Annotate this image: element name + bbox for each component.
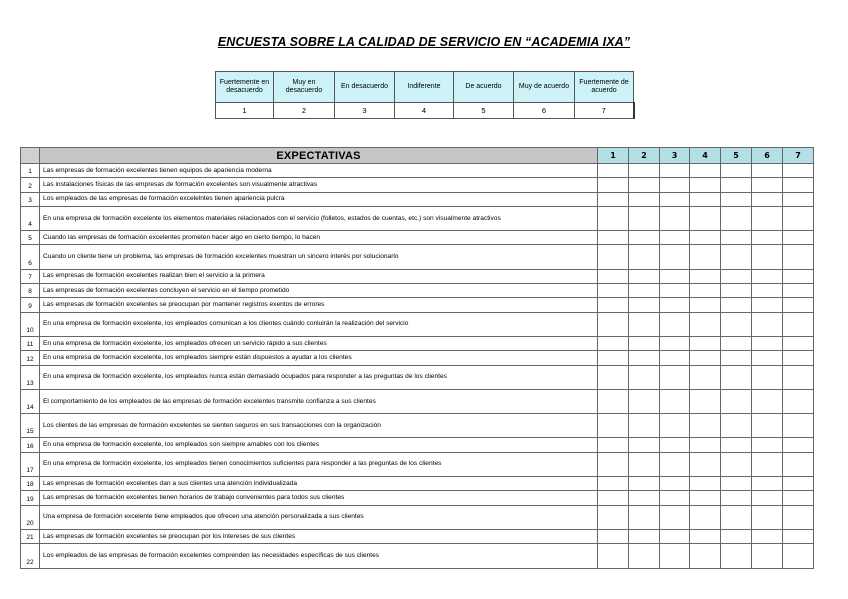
score-cell-7[interactable]	[783, 164, 814, 178]
score-cell-2[interactable]	[629, 529, 660, 543]
score-cell-2[interactable]	[629, 414, 660, 438]
score-cell-3[interactable]	[660, 178, 690, 192]
score-cell-6[interactable]	[752, 336, 783, 350]
row-number: 14	[21, 389, 40, 413]
score-cell-2[interactable]	[629, 269, 660, 283]
score-cell-3[interactable]	[660, 206, 690, 230]
score-cell-3[interactable]	[660, 351, 690, 365]
survey-title: ENCUESTA SOBRE LA CALIDAD DE SERVICIO EN “ACADEMIA IXA”	[217, 35, 631, 49]
score-cell-3[interactable]	[660, 438, 690, 452]
score-cell-5[interactable]	[721, 452, 752, 476]
score-cell-2[interactable]	[629, 178, 660, 192]
score-cell-5[interactable]	[721, 414, 752, 438]
score-cell-7[interactable]	[783, 351, 814, 365]
score-cell-3[interactable]	[660, 298, 690, 312]
table-row	[21, 245, 814, 269]
rating-scale-legend	[215, 71, 635, 119]
score-cell-4[interactable]	[690, 284, 721, 298]
legend-value: 5	[454, 103, 514, 119]
score-header-3: 3	[660, 148, 690, 164]
score-cell-7[interactable]	[783, 438, 814, 452]
table-row	[21, 336, 814, 350]
score-cell-6[interactable]	[752, 477, 783, 491]
score-cell-3[interactable]	[660, 164, 690, 178]
score-cell-6[interactable]	[752, 231, 783, 245]
score-cell-6[interactable]	[752, 312, 783, 336]
score-cell-4[interactable]	[690, 477, 721, 491]
score-cell-1[interactable]	[598, 192, 629, 206]
score-cell-6[interactable]	[752, 438, 783, 452]
score-cell-2[interactable]	[629, 389, 660, 413]
score-header-4: 4	[690, 148, 721, 164]
legend-label: En desacuerdo	[335, 72, 395, 103]
score-cell-7[interactable]	[783, 505, 814, 529]
row-number: 15	[21, 414, 40, 438]
legend-value: 7	[575, 103, 634, 119]
statement-text: En una empresa de formación excelente los elementos materiales relacionados con el servicio (folletos, estados de cuentas, etc.) son visualmente atractivos	[40, 206, 598, 230]
table-row	[21, 505, 814, 529]
score-header-6: 6	[752, 148, 783, 164]
score-cell-2[interactable]	[629, 312, 660, 336]
statement-text: En una empresa de formación excelente, los empleados nunca están demasiado ocupados para responder a las preguntas de los clientes	[40, 365, 598, 389]
statement-text: En una empresa de formación excelente, los empleados tienen conocimientos suficientes para responder a las preguntas de los clientes	[40, 452, 598, 476]
score-cell-4[interactable]	[690, 178, 721, 192]
statement-text: Cuando las empresas de formación excelentes prometen hacer algo en cierto tiempo, lo hacen	[40, 231, 598, 245]
score-cell-7[interactable]	[783, 298, 814, 312]
legend-values-row	[216, 103, 634, 119]
score-cell-4[interactable]	[690, 452, 721, 476]
score-cell-4[interactable]	[690, 164, 721, 178]
legend-label: Fuertemente de acuerdo	[575, 72, 634, 103]
score-cell-7[interactable]	[783, 192, 814, 206]
score-cell-7[interactable]	[783, 414, 814, 438]
legend-label: Indiferente	[395, 72, 454, 103]
table-row	[21, 365, 814, 389]
legend-label: Fuertemente en desacuerdo	[216, 72, 274, 103]
score-cell-6[interactable]	[752, 298, 783, 312]
score-cell-7[interactable]	[783, 312, 814, 336]
score-cell-2[interactable]	[629, 452, 660, 476]
score-cell-1[interactable]	[598, 365, 629, 389]
row-number: 7	[21, 269, 40, 283]
table-header-row	[21, 148, 814, 164]
table-row	[21, 178, 814, 192]
row-number: 9	[21, 298, 40, 312]
row-number: 12	[21, 351, 40, 365]
row-number: 22	[21, 544, 40, 568]
row-number: 3	[21, 192, 40, 206]
table-row	[21, 452, 814, 476]
score-cell-1[interactable]	[598, 178, 629, 192]
row-number: 18	[21, 477, 40, 491]
score-cell-1[interactable]	[598, 284, 629, 298]
table-row	[21, 544, 814, 568]
score-cell-5[interactable]	[721, 505, 752, 529]
score-cell-3[interactable]	[660, 529, 690, 543]
score-cell-3[interactable]	[660, 505, 690, 529]
score-cell-7[interactable]	[783, 178, 814, 192]
score-header-2: 2	[629, 148, 660, 164]
score-header-7: 7	[783, 148, 814, 164]
row-number: 11	[21, 336, 40, 350]
row-number: 19	[21, 491, 40, 505]
score-cell-4[interactable]	[690, 389, 721, 413]
score-cell-1[interactable]	[598, 231, 629, 245]
legend-value: 4	[395, 103, 454, 119]
table-row	[21, 477, 814, 491]
table-body	[21, 164, 814, 569]
table-row	[21, 192, 814, 206]
score-cell-3[interactable]	[660, 452, 690, 476]
score-cell-5[interactable]	[721, 544, 752, 568]
score-cell-7[interactable]	[783, 477, 814, 491]
row-number: 13	[21, 365, 40, 389]
score-cell-1[interactable]	[598, 298, 629, 312]
score-cell-4[interactable]	[690, 351, 721, 365]
score-cell-2[interactable]	[629, 544, 660, 568]
score-cell-6[interactable]	[752, 284, 783, 298]
score-cell-1[interactable]	[598, 477, 629, 491]
score-cell-7[interactable]	[783, 245, 814, 269]
score-cell-3[interactable]	[660, 477, 690, 491]
score-cell-7[interactable]	[783, 544, 814, 568]
score-cell-1[interactable]	[598, 269, 629, 283]
legend-labels-row	[216, 72, 634, 103]
row-number: 8	[21, 284, 40, 298]
score-cell-5[interactable]	[721, 491, 752, 505]
score-cell-5[interactable]	[721, 245, 752, 269]
statement-text: Una empresa de formación excelente tiene empleados que ofrecen una atención personalizada a sus clientes	[40, 505, 598, 529]
score-cell-1[interactable]	[598, 164, 629, 178]
score-cell-7[interactable]	[783, 231, 814, 245]
score-cell-5[interactable]	[721, 298, 752, 312]
score-cell-5[interactable]	[721, 284, 752, 298]
score-cell-6[interactable]	[752, 389, 783, 413]
row-number: 2	[21, 178, 40, 192]
score-header-5: 5	[721, 148, 752, 164]
score-cell-2[interactable]	[629, 365, 660, 389]
table-row	[21, 269, 814, 283]
score-cell-2[interactable]	[629, 438, 660, 452]
statement-text: Las empresas de formación excelentes tienen equipos de apariencia moderna	[40, 164, 598, 178]
score-cell-3[interactable]	[660, 365, 690, 389]
score-cell-1[interactable]	[598, 438, 629, 452]
score-cell-2[interactable]	[629, 477, 660, 491]
row-number: 17	[21, 452, 40, 476]
score-cell-2[interactable]	[629, 284, 660, 298]
score-cell-4[interactable]	[690, 298, 721, 312]
row-number: 5	[21, 231, 40, 245]
score-cell-5[interactable]	[721, 164, 752, 178]
score-cell-1[interactable]	[598, 351, 629, 365]
legend-value: 6	[514, 103, 575, 119]
score-cell-1[interactable]	[598, 491, 629, 505]
score-cell-3[interactable]	[660, 491, 690, 505]
score-cell-2[interactable]	[629, 164, 660, 178]
score-cell-5[interactable]	[721, 351, 752, 365]
score-cell-2[interactable]	[629, 491, 660, 505]
row-number: 10	[21, 312, 40, 336]
legend-label: Muy en desacuerdo	[274, 72, 335, 103]
score-cell-3[interactable]	[660, 414, 690, 438]
score-cell-3[interactable]	[660, 544, 690, 568]
table-row	[21, 312, 814, 336]
score-cell-6[interactable]	[752, 164, 783, 178]
score-cell-2[interactable]	[629, 245, 660, 269]
score-cell-4[interactable]	[690, 231, 721, 245]
statement-text: En una empresa de formación excelente, los empleados ofrecen un servicio rápido a sus clientes	[40, 336, 598, 350]
score-cell-7[interactable]	[783, 336, 814, 350]
score-cell-1[interactable]	[598, 529, 629, 543]
score-cell-7[interactable]	[783, 269, 814, 283]
statement-text: Cuando un cliente tiene un problema, las empresas de formación excelentes muestran un sincero interés por solucionarlo	[40, 245, 598, 269]
score-cell-3[interactable]	[660, 336, 690, 350]
statement-text: Los clientes de las empresas de formación excelentes se sienten seguros en sus transacciones con la organización	[40, 414, 598, 438]
statement-text: Las empresas de formación excelentes tienen horarios de trabajo convenientes para todos sus clientes	[40, 491, 598, 505]
score-cell-2[interactable]	[629, 505, 660, 529]
table-row	[21, 164, 814, 178]
table-row	[21, 414, 814, 438]
legend-value: 2	[274, 103, 335, 119]
statement-text: Los empleados de las empresas de formación excelelntes tienen apariencia pulcra	[40, 192, 598, 206]
table-row	[21, 389, 814, 413]
score-cell-4[interactable]	[690, 245, 721, 269]
score-cell-1[interactable]	[598, 312, 629, 336]
score-cell-2[interactable]	[629, 231, 660, 245]
score-cell-4[interactable]	[690, 491, 721, 505]
score-cell-2[interactable]	[629, 336, 660, 350]
score-cell-7[interactable]	[783, 529, 814, 543]
score-cell-4[interactable]	[690, 505, 721, 529]
score-cell-3[interactable]	[660, 312, 690, 336]
table-row	[21, 351, 814, 365]
score-cell-4[interactable]	[690, 544, 721, 568]
score-cell-1[interactable]	[598, 206, 629, 230]
score-cell-7[interactable]	[783, 491, 814, 505]
score-cell-5[interactable]	[721, 389, 752, 413]
score-cell-6[interactable]	[752, 365, 783, 389]
score-cell-4[interactable]	[690, 269, 721, 283]
score-cell-4[interactable]	[690, 438, 721, 452]
statement-text: En una empresa de formación excelente, los empleados son siempre amables con los clientes	[40, 438, 598, 452]
index-header	[21, 148, 40, 164]
score-cell-1[interactable]	[598, 245, 629, 269]
row-number: 20	[21, 505, 40, 529]
table-row	[21, 491, 814, 505]
statement-text: Las empresas de formación excelentes dan a sus clientes una atención individualizada	[40, 477, 598, 491]
score-cell-1[interactable]	[598, 389, 629, 413]
score-cell-4[interactable]	[690, 414, 721, 438]
score-cell-3[interactable]	[660, 245, 690, 269]
statement-text: En una empresa de formación excelente, los empleados siempre están dispuestos a ayudar a los clientes	[40, 351, 598, 365]
table-row	[21, 529, 814, 543]
score-cell-6[interactable]	[752, 452, 783, 476]
statement-text: Las instalaciones físicas de las empresas de formación excelentes son visualmente atractivas	[40, 178, 598, 192]
statement-text: Las empresas de formación excelentes se preocupan por mantener registros exentos de errores	[40, 298, 598, 312]
expectations-header: EXPECTATIVAS	[40, 148, 598, 164]
score-cell-5[interactable]	[721, 336, 752, 350]
row-number: 1	[21, 164, 40, 178]
score-cell-6[interactable]	[752, 414, 783, 438]
score-cell-5[interactable]	[721, 178, 752, 192]
score-cell-4[interactable]	[690, 365, 721, 389]
score-cell-2[interactable]	[629, 298, 660, 312]
score-cell-4[interactable]	[690, 206, 721, 230]
table-row	[21, 298, 814, 312]
score-cell-7[interactable]	[783, 389, 814, 413]
score-cell-6[interactable]	[752, 351, 783, 365]
table-row	[21, 438, 814, 452]
score-cell-3[interactable]	[660, 269, 690, 283]
score-cell-4[interactable]	[690, 192, 721, 206]
score-cell-6[interactable]	[752, 192, 783, 206]
score-cell-3[interactable]	[660, 192, 690, 206]
legend-value: 1	[216, 103, 274, 119]
score-cell-6[interactable]	[752, 505, 783, 529]
statement-text: En una empresa de formación excelente, los empleados comunican a los clientes cuándo conluirán la realización del servicio	[40, 312, 598, 336]
score-cell-2[interactable]	[629, 206, 660, 230]
score-cell-7[interactable]	[783, 452, 814, 476]
score-cell-6[interactable]	[752, 491, 783, 505]
score-cell-1[interactable]	[598, 544, 629, 568]
statement-text: Las empresas de formación excelentes se preocupan por los intereses de sus clientes	[40, 529, 598, 543]
score-cell-7[interactable]	[783, 284, 814, 298]
table-row	[21, 231, 814, 245]
row-number: 21	[21, 529, 40, 543]
score-cell-3[interactable]	[660, 231, 690, 245]
table-row	[21, 206, 814, 230]
score-cell-6[interactable]	[752, 178, 783, 192]
score-cell-5[interactable]	[721, 529, 752, 543]
statement-text: El comportamiento de los empleados de las empresas de formación excelentes transmite confianza a sus clientes	[40, 389, 598, 413]
score-cell-3[interactable]	[660, 284, 690, 298]
statement-text: Las empresas de formación excelentes realizan bien el servicio a la primera	[40, 269, 598, 283]
score-cell-5[interactable]	[721, 477, 752, 491]
score-cell-1[interactable]	[598, 414, 629, 438]
score-cell-2[interactable]	[629, 351, 660, 365]
score-cell-4[interactable]	[690, 529, 721, 543]
score-cell-5[interactable]	[721, 192, 752, 206]
score-cell-5[interactable]	[721, 312, 752, 336]
score-cell-6[interactable]	[752, 206, 783, 230]
score-header-1: 1	[598, 148, 629, 164]
row-number: 4	[21, 206, 40, 230]
score-cell-4[interactable]	[690, 312, 721, 336]
expectations-table	[20, 147, 814, 569]
statement-text: Los empleados de las empresas de formación excelentes comprenden las necesidades específicas de sus clientes	[40, 544, 598, 568]
score-cell-1[interactable]	[598, 452, 629, 476]
score-cell-5[interactable]	[721, 206, 752, 230]
score-cell-7[interactable]	[783, 365, 814, 389]
legend-value: 3	[335, 103, 395, 119]
statement-text: Las empresas de formación excelentes concluyen el servicio en el tiempo prometido	[40, 284, 598, 298]
legend-label: Muy de acuerdo	[514, 72, 575, 103]
score-cell-5[interactable]	[721, 365, 752, 389]
score-cell-5[interactable]	[721, 231, 752, 245]
legend-label: De acuerdo	[454, 72, 514, 103]
table-row	[21, 284, 814, 298]
score-cell-3[interactable]	[660, 389, 690, 413]
row-number: 16	[21, 438, 40, 452]
score-cell-5[interactable]	[721, 438, 752, 452]
score-cell-2[interactable]	[629, 192, 660, 206]
score-cell-6[interactable]	[752, 544, 783, 568]
score-cell-6[interactable]	[752, 245, 783, 269]
score-cell-1[interactable]	[598, 336, 629, 350]
score-cell-7[interactable]	[783, 206, 814, 230]
score-cell-6[interactable]	[752, 529, 783, 543]
score-cell-6[interactable]	[752, 269, 783, 283]
score-cell-4[interactable]	[690, 336, 721, 350]
score-cell-5[interactable]	[721, 269, 752, 283]
row-number: 6	[21, 245, 40, 269]
score-cell-1[interactable]	[598, 505, 629, 529]
